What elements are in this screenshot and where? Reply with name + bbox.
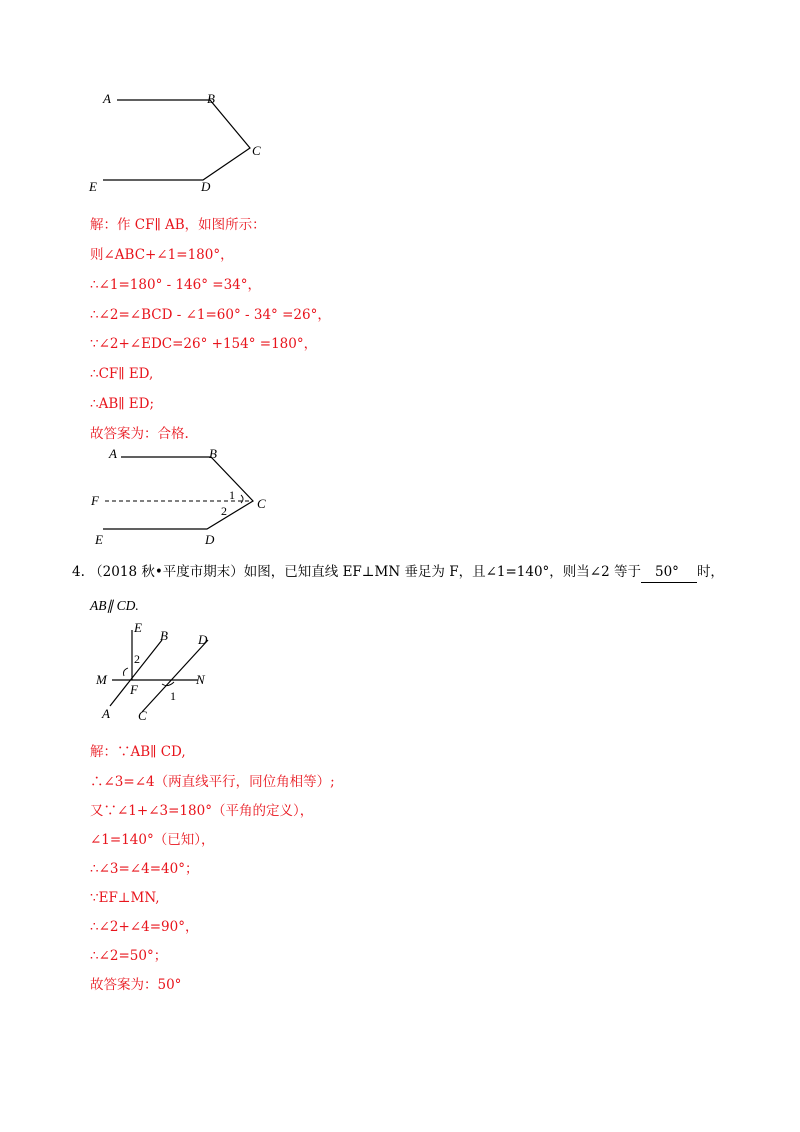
solution4-line-4: ∠1=140°（已知），	[90, 832, 215, 848]
label-e: E	[95, 532, 103, 547]
label-b: B	[160, 628, 168, 643]
solution3-line-3: ∴∠1=180° - 146° =34°，	[90, 277, 262, 293]
solution3-line-5: ∵∠2+∠EDC=26° +154° =180°，	[90, 336, 318, 352]
label-b: B	[207, 91, 215, 106]
label-m: M	[96, 672, 107, 687]
solution3-line-4: ∴∠2=∠BCD - ∠1=60° - 34° =26°，	[90, 307, 331, 323]
solution4-line-1: 解：∵AB∥ CD,	[90, 744, 186, 760]
answer-blank-value: 50°	[655, 564, 679, 580]
solution4-answer: 故答案为：50°	[90, 977, 182, 993]
label-b: B	[209, 446, 217, 461]
solution3-line-7: ∴AB∥ ED;	[90, 396, 155, 412]
figure-abcde	[85, 88, 275, 198]
question4-stem	[72, 562, 724, 583]
solution3-line-1: 解：作 CF∥ AB，如图所示：	[90, 217, 266, 233]
label-c: C	[252, 143, 261, 158]
label-c: C	[138, 708, 147, 723]
solution3-answer: 故答案为：合格.	[90, 426, 189, 442]
label-angle-2: 2	[221, 504, 227, 518]
solution4-line-8: ∴∠2=50°；	[90, 948, 168, 964]
solution4-line-3: 又∵∠1+∠3=180°（平角的定义），	[90, 803, 314, 819]
label-f: F	[91, 493, 99, 508]
label-angle-1: 1	[170, 689, 176, 703]
solution4-line-7: ∴∠2+∠4=90°，	[90, 919, 199, 935]
label-angle-2: 2	[134, 652, 140, 666]
figure-parallel-lines	[90, 618, 220, 726]
label-d: D	[201, 179, 211, 194]
solution4-line-6: ∵EF⊥MN,	[90, 890, 160, 906]
question4-prefix: 4. （2018 秋•平度市期末）如图，已知直线 EF⊥MN 垂足为 F，且∠1=140°，则当∠2 等于	[72, 564, 641, 580]
label-e: E	[134, 620, 142, 635]
label-d: D	[198, 632, 208, 647]
label-f: F	[130, 682, 138, 697]
solution3-line-6: ∴CF∥ ED,	[90, 366, 154, 382]
question4-line-2: AB∥ CD.	[90, 598, 139, 613]
label-e: E	[89, 179, 97, 194]
question4-suffix: 时，	[696, 564, 724, 580]
label-d: D	[205, 532, 215, 547]
solution4-line-5: ∴∠3=∠4=40°；	[90, 861, 199, 877]
answer-blank	[641, 562, 697, 583]
solution3-line-2: 则∠ABC+∠1=180°，	[90, 247, 234, 263]
label-a: A	[103, 91, 111, 106]
label-a: A	[102, 706, 110, 721]
label-n: N	[196, 672, 205, 687]
label-a: A	[109, 446, 117, 461]
label-angle-1: 1	[229, 488, 235, 502]
label-c: C	[257, 496, 266, 511]
figure-abcde-with-f	[85, 443, 285, 553]
solution4-line-2: ∴∠3=∠4（两直线平行，同位角相等）;	[90, 774, 335, 790]
